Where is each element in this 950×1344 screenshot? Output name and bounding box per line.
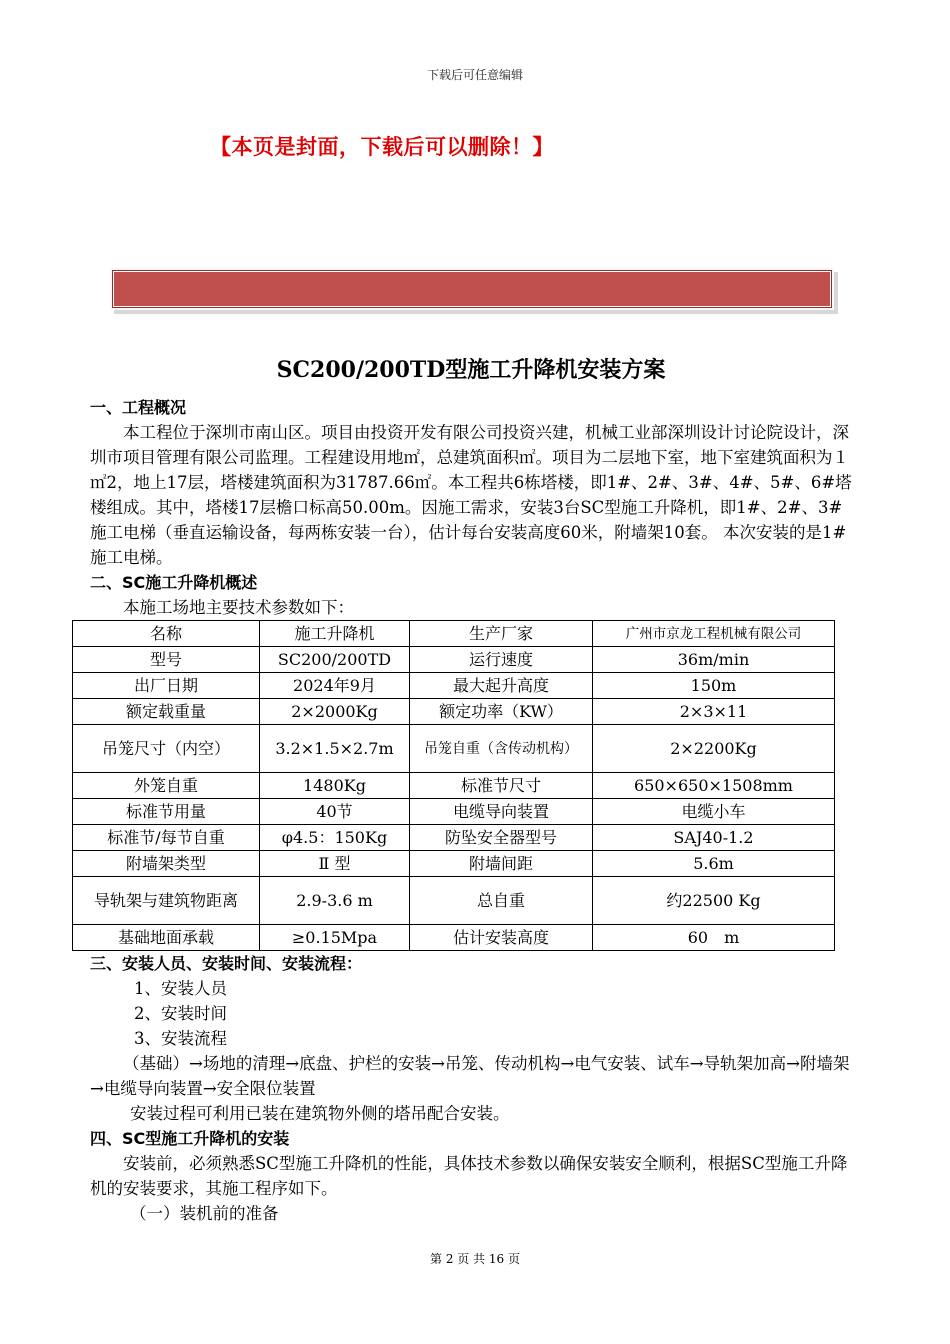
table-cell: 2024年9月 (260, 673, 410, 699)
table-cell: 电缆小车 (593, 799, 835, 825)
table-row (73, 877, 835, 925)
table-cell: 额定载重量 (73, 699, 260, 725)
table-cell: 2.9-3.6 m (260, 877, 410, 925)
table-cell: 广州市京龙工程机械有限公司 (593, 621, 835, 647)
table-row (73, 647, 835, 673)
table-cell: 型号 (73, 647, 260, 673)
banner-bar (113, 271, 831, 307)
table-cell: 外笼自重 (73, 773, 260, 799)
table-cell: 650×650×1508mm (593, 773, 835, 799)
table-cell: 附墙间距 (410, 851, 593, 877)
table-cell: 标准节/每节自重 (73, 825, 260, 851)
table-cell: 附墙架类型 (73, 851, 260, 877)
section-2-heading: 二、SC施工升降机概述 (90, 573, 258, 592)
table-cell: 约22500 Kg (593, 877, 835, 925)
table-row (73, 825, 835, 851)
section-3-note: 安装过程可利用已装在建筑物外侧的塔吊配合安装。 (130, 1104, 510, 1123)
table-cell: Ⅱ 型 (260, 851, 410, 877)
table-cell: 标准节尺寸 (410, 773, 593, 799)
page-header: 下载后可任意编辑 (426, 68, 523, 82)
table-cell: 5.6m (593, 851, 835, 877)
table-cell: SC200/200TD (260, 647, 410, 673)
section-2-intro: 本施工场地主要技术参数如下： (123, 598, 354, 617)
table-cell: 电缆导向装置 (410, 799, 593, 825)
table-row (73, 673, 835, 699)
cover-note: 【本页是封面，下载后可以删除！】 (210, 135, 554, 159)
table-cell: 2×2200Kg (593, 725, 835, 773)
section-1-body: 本工程位于深圳市南山区。项目由投资开发有限公司投资兴建，机械工业部深圳设计讨论院设计，深圳市项目管理有限公司监理。工程建设用地㎡，总建筑面积㎡。项目为二层地下室，地下室建筑面积为１㎡2，地上17层，塔楼建筑面积为31787.66㎡。本工程共6栋塔楼，即1#、2#、3#、4#、5#、6#塔楼组成。其中，塔楼17层檐口标高50.00m。因施工需求，安装3台SC型施工升降机，即1#、2#、3#施工电梯（垂直运输设备，每两栋安装一台），估计每台安装高度60米，附墙架10套。 本次安装的是1#施工电梯。 (90, 423, 852, 567)
document-title: SC200/200TD型施工升降机安装方案 (276, 357, 666, 383)
section-4-heading: 四、SC型施工升降机的安装 (90, 1129, 290, 1148)
table-cell: 额定功率（KW） (410, 699, 593, 725)
table-cell: 3.2×1.5×2.7m (260, 725, 410, 773)
table-cell: 吊笼自重（含传动机构） (410, 725, 593, 773)
spec-table (72, 620, 835, 951)
table-cell: 施工升降机 (260, 621, 410, 647)
table-row (73, 925, 835, 951)
table-cell: 150m (593, 673, 835, 699)
table-row (73, 773, 835, 799)
document-body (90, 395, 854, 1226)
table-cell: 防坠安全器型号 (410, 825, 593, 851)
table-cell: 40节 (260, 799, 410, 825)
decorative-banner (110, 268, 834, 310)
table-cell: 标准节用量 (73, 799, 260, 825)
table-row (73, 851, 835, 877)
table-cell: 60 m (593, 925, 835, 951)
table-cell: ≥0.15Mpa (260, 925, 410, 951)
table-row (73, 621, 835, 647)
section-3-item-1: 1、安装人员 (134, 979, 227, 998)
section-3-flow: （基础）→场地的清理→底盘、护栏的安装→吊笼、传动机构→电气安装、试车→导轨架加高→附墙架→电缆导向装置→安全限位装置 (90, 1054, 850, 1098)
section-4-body: 安装前，必须熟悉SC型施工升降机的性能，具体技术参数以确保安装安全顺利，根据SC型施工升降机的安装要求，其施工程序如下。 (90, 1154, 848, 1198)
table-cell: 2×3×11 (593, 699, 835, 725)
table-row (73, 799, 835, 825)
table-row (73, 699, 835, 725)
table-cell: SAJ40-1.2 (593, 825, 835, 851)
section-3-heading: 三、安装人员、安装时间、安装流程： (90, 954, 363, 973)
table-cell: φ4.5：150Kg (260, 825, 410, 851)
table-row (73, 725, 835, 773)
table-cell: 最大起升高度 (410, 673, 593, 699)
table-cell: 运行速度 (410, 647, 593, 673)
table-cell: 估计安装高度 (410, 925, 593, 951)
page-footer: 第 2 页 共 16 页 (430, 1252, 520, 1266)
table-cell: 36m/min (593, 647, 835, 673)
table-cell: 基础地面承载 (73, 925, 260, 951)
table-cell: 吊笼尺寸（内空） (73, 725, 260, 773)
table-cell: 2×2000Kg (260, 699, 410, 725)
table-cell: 总自重 (410, 877, 593, 925)
table-cell: 1480Kg (260, 773, 410, 799)
section-1-heading: 一、工程概况 (90, 398, 187, 417)
table-cell: 名称 (73, 621, 260, 647)
table-cell: 出厂日期 (73, 673, 260, 699)
table-cell: 生产厂家 (410, 621, 593, 647)
spec-table-body (73, 621, 835, 951)
table-cell: 导轨架与建筑物距离 (73, 877, 260, 925)
section-3-item-2: 2、安装时间 (134, 1004, 227, 1023)
section-3-item-3: 3、安装流程 (134, 1029, 227, 1048)
section-4-sub: （一）装机前的准备 (130, 1204, 279, 1223)
